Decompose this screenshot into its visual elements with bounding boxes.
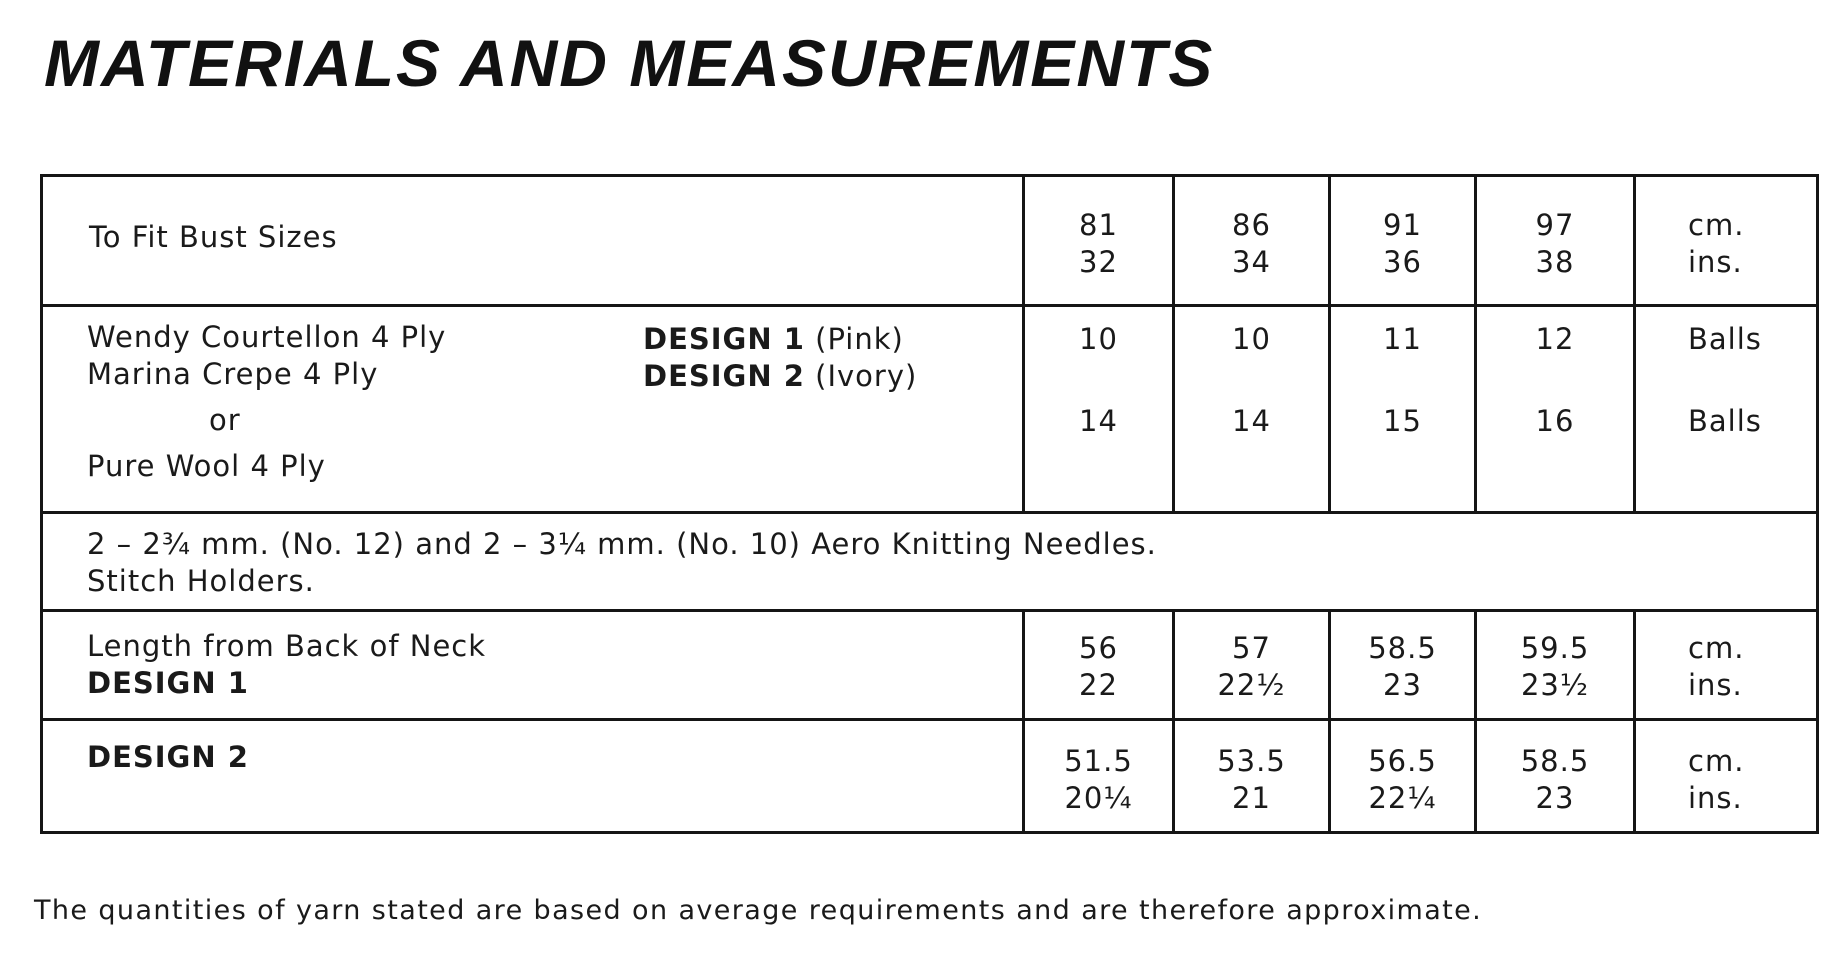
yarn-qty-a: 11 bbox=[1383, 322, 1422, 356]
size-cell bbox=[1474, 307, 1633, 514]
length-ins: 22¼ bbox=[1368, 781, 1437, 815]
length-design-1-row bbox=[43, 609, 1816, 721]
bust-ins: 38 bbox=[1535, 245, 1575, 279]
size-cell bbox=[1328, 612, 1474, 721]
design-1-name: DESIGN 1 bbox=[643, 322, 805, 356]
design-1-label bbox=[643, 321, 904, 358]
length-ins: 20¼ bbox=[1064, 781, 1133, 815]
unit-cm: cm. bbox=[1688, 631, 1745, 665]
length-cm: 58.5 bbox=[1368, 631, 1437, 665]
length-design-2-row bbox=[43, 718, 1816, 831]
yarn-qty-b: 16 bbox=[1535, 404, 1575, 438]
length-cm: 51.5 bbox=[1064, 744, 1133, 778]
bust-size-row bbox=[43, 177, 1816, 307]
design-2-name: DESIGN 2 bbox=[643, 359, 805, 393]
length-cm: 56 bbox=[1079, 631, 1118, 665]
bust-cm: 86 bbox=[1232, 208, 1271, 242]
length-cm: 53.5 bbox=[1217, 744, 1286, 778]
design-2-label bbox=[643, 358, 917, 395]
page-title: MATERIALS AND MEASUREMENTS bbox=[44, 26, 1215, 100]
size-cell bbox=[1474, 177, 1633, 307]
yarn-qty-b: 15 bbox=[1383, 404, 1422, 438]
yarn-qty-a: 10 bbox=[1079, 322, 1118, 356]
stitch-holders-text: Stitch Holders. bbox=[87, 564, 315, 598]
length-label-cell bbox=[43, 612, 1022, 721]
bust-cm: 81 bbox=[1079, 208, 1118, 242]
size-cell bbox=[1474, 612, 1633, 721]
length-label: Length from Back of Neck bbox=[87, 629, 487, 663]
length-ins: 21 bbox=[1232, 781, 1271, 815]
yarn-qty-a: 10 bbox=[1232, 322, 1271, 356]
yarn-or: or bbox=[209, 403, 241, 437]
size-cell bbox=[1474, 721, 1633, 831]
size-cell bbox=[1172, 721, 1328, 831]
yarn-qty-a: 12 bbox=[1535, 322, 1575, 356]
bust-ins: 36 bbox=[1383, 245, 1422, 279]
unit-ins: ins. bbox=[1688, 668, 1743, 702]
length-ins: 23½ bbox=[1520, 668, 1589, 702]
yarn-type-3: Pure Wool 4 Ply bbox=[87, 449, 326, 483]
design-2-color: (Ivory) bbox=[815, 359, 918, 393]
design-1-heading: DESIGN 1 bbox=[87, 666, 249, 700]
design-1-color: (Pink) bbox=[815, 322, 904, 356]
size-cell bbox=[1022, 612, 1172, 721]
length-cm: 57 bbox=[1232, 631, 1271, 665]
unit-cell bbox=[1633, 177, 1819, 307]
needles-row bbox=[43, 511, 1816, 612]
yarn-type-2: Marina Crepe 4 Ply bbox=[87, 357, 379, 391]
unit-ins: ins. bbox=[1688, 781, 1743, 815]
bust-ins: 34 bbox=[1232, 245, 1271, 279]
unit-cell bbox=[1633, 612, 1819, 721]
size-cell bbox=[1022, 177, 1172, 307]
unit-cell bbox=[1633, 307, 1819, 514]
size-cell bbox=[1172, 307, 1328, 514]
design-2-heading: DESIGN 2 bbox=[87, 740, 249, 774]
length-ins: 23 bbox=[1383, 668, 1422, 702]
unit-cell bbox=[1633, 721, 1819, 831]
bust-cm: 97 bbox=[1535, 208, 1575, 242]
yarn-label-cell bbox=[43, 307, 1022, 514]
length-cm: 58.5 bbox=[1520, 744, 1590, 778]
size-cell bbox=[1328, 307, 1474, 514]
unit-balls: Balls bbox=[1688, 404, 1762, 438]
length-label-cell bbox=[43, 721, 1022, 831]
unit-cm: cm. bbox=[1688, 744, 1745, 778]
unit-cm: cm. bbox=[1688, 208, 1745, 242]
unit-balls: Balls bbox=[1688, 322, 1762, 356]
size-cell bbox=[1328, 721, 1474, 831]
bust-ins: 32 bbox=[1079, 245, 1118, 279]
size-cell bbox=[1172, 612, 1328, 721]
size-cell bbox=[1022, 721, 1172, 831]
size-cell bbox=[1022, 307, 1172, 514]
length-cm: 59.5 bbox=[1520, 631, 1590, 665]
size-cell bbox=[1328, 177, 1474, 307]
footnote: The quantities of yarn stated are based on average requirements and are therefore approximate. bbox=[34, 895, 1483, 926]
yarn-qty-b: 14 bbox=[1079, 404, 1118, 438]
needles-text: 2 – 2¾ mm. (No. 12) and 2 – 3¼ mm. (No. 10) Aero Knitting Needles. bbox=[87, 527, 1157, 561]
length-ins: 22 bbox=[1079, 668, 1118, 702]
materials-table bbox=[40, 174, 1819, 834]
size-cell bbox=[1172, 177, 1328, 307]
length-cm: 56.5 bbox=[1368, 744, 1437, 778]
yarn-qty-b: 14 bbox=[1232, 404, 1271, 438]
yarn-type-1: Wendy Courtellon 4 Ply bbox=[87, 320, 447, 354]
length-ins: 23 bbox=[1535, 781, 1575, 815]
bust-label: To Fit Bust Sizes bbox=[89, 220, 338, 254]
yarn-row bbox=[43, 304, 1816, 514]
bust-label-cell bbox=[43, 177, 1022, 307]
bust-cm: 91 bbox=[1383, 208, 1422, 242]
length-ins: 22½ bbox=[1217, 668, 1286, 702]
unit-ins: ins. bbox=[1688, 245, 1743, 279]
